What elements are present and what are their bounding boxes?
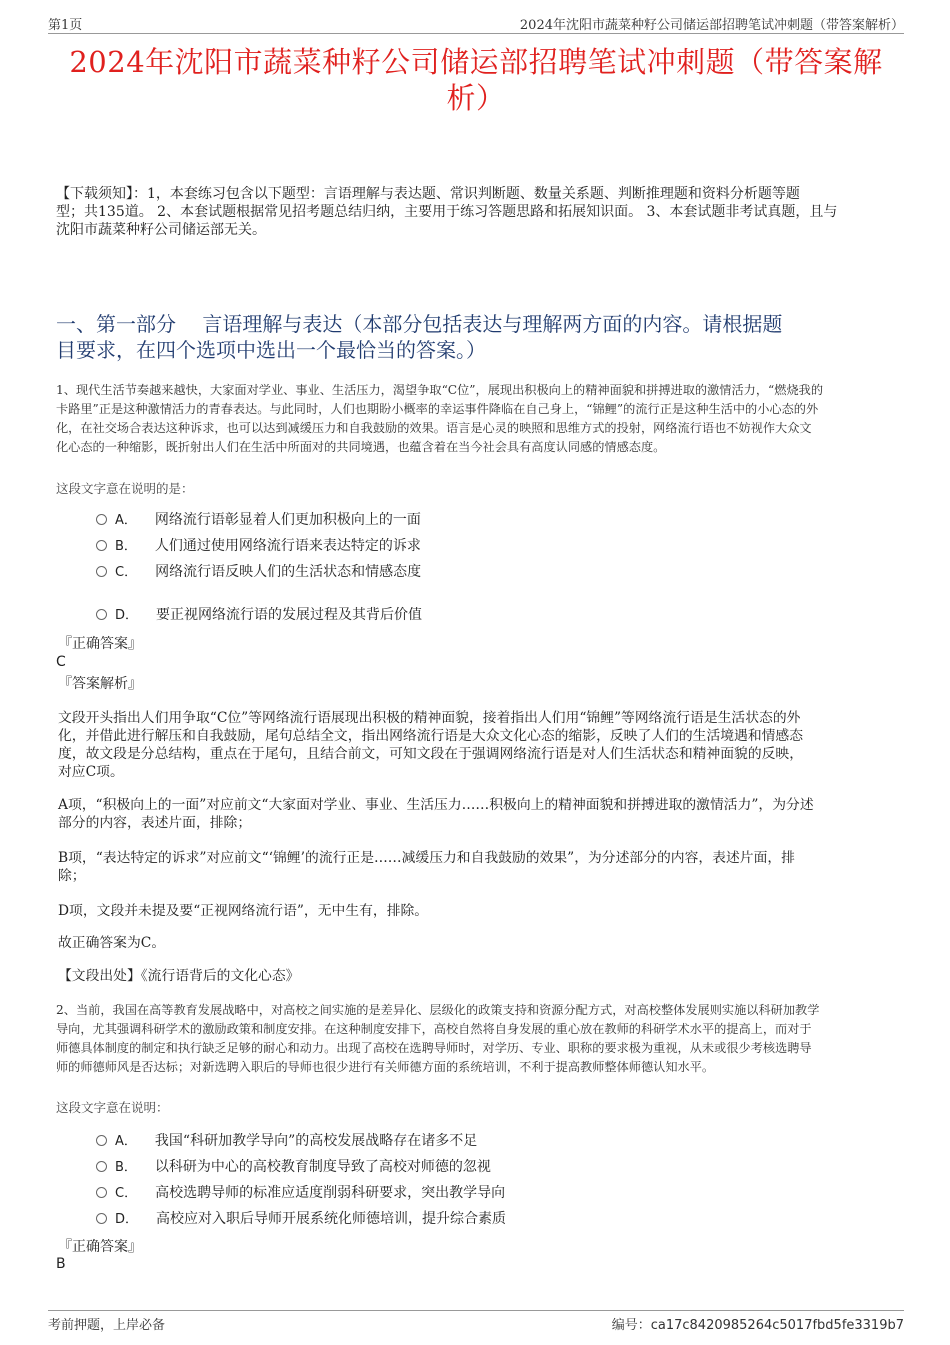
- question-1-prompt: 这段文字意在说明的是：: [56, 481, 194, 496]
- radio-button-icon[interactable]: [96, 540, 107, 551]
- analysis-line: 化，并借此进行解压和自我鼓励，尾句总结全文，指出网络流行语是大众文化心态的缩影，反映了人们的生活境遇和情感态: [58, 728, 804, 744]
- question-1-source: 【文段出处】《流行语背后的文化心态》: [58, 968, 300, 984]
- option-letter: C．: [115, 1186, 138, 1201]
- option-text: 网络流行语彰显着人们更加积极向上的一面: [154, 512, 421, 528]
- section-heading-line-1: 一、第一部分 言语理解与表达（本部分包括表达与理解两方面的内容。请根据题: [56, 312, 783, 336]
- option-text: 网络流行语反映人们的生活状态和情感态度: [155, 564, 422, 580]
- radio-button-icon[interactable]: [96, 514, 107, 525]
- option-text: 要正视网络流行语的发展过程及其背后价值: [156, 607, 423, 623]
- analysis-line: 度，故文段是分总结构，重点在于尾句，且结合前文，可知文段在于强调网络流行语是对人们生活状态和精神面貌的反映，: [58, 746, 804, 762]
- question-1-option-b[interactable]: [96, 535, 421, 557]
- analysis-line: A项，“积极向上的一面”对应前文“大家面对学业、事业、生活压力……积极向上的精神面貌和拼搏进取的激情活力”，为分述: [58, 797, 814, 813]
- option-text: 高校应对入职后导师开展系统化师德培训，提升综合素质: [156, 1211, 507, 1227]
- radio-button-icon[interactable]: [96, 609, 107, 620]
- question-1-option-b-note: [58, 849, 904, 885]
- passage-line: 化，在社交场合表达这种诉求，也可以达到减缓压力和自我鼓励的效果。语言是心灵的映照和思维方式的投射，网络流行语也不妨视作大众文: [56, 421, 812, 435]
- question-1-option-d[interactable]: [96, 604, 422, 626]
- option-text: 我国“科研加教学导向”的高校发展战略存在诸多不足: [154, 1133, 478, 1149]
- option-letter: A．: [115, 513, 137, 528]
- option-text: 以科研为中心的高校教育制度导致了高校对师德的忽视: [154, 1159, 491, 1175]
- radio-button-icon[interactable]: [96, 1187, 107, 1198]
- question-2-passage: [56, 1001, 904, 1077]
- question-2-option-d[interactable]: [96, 1208, 506, 1230]
- option-letter: A．: [115, 1134, 137, 1149]
- question-1-option-a-note: [58, 796, 904, 832]
- footer-divider: [48, 1310, 904, 1311]
- question-1-analysis: [58, 709, 904, 781]
- header-divider: [48, 33, 904, 34]
- analysis-line: 文段开头指出人们用争取“C位”等网络流行语展现出积极的精神面貌，接着指出人们用“锦鲤”等网络流行语是生活状态的外: [58, 710, 801, 726]
- radio-button-icon[interactable]: [96, 1161, 107, 1172]
- question-2-option-a[interactable]: [96, 1130, 477, 1152]
- document-title: [48, 44, 904, 116]
- passage-line: 卡路里”正是这种激情活力的青春表达。与此同时，人们也期盼小概率的幸运事件降临在自己身上，“锦鲤”的流行正是这种生活中的小心态的外: [56, 402, 819, 416]
- notice-line-3: 沈阳市蔬菜种籽公司储运部无关。: [56, 222, 266, 238]
- question-1-conclusion: 故正确答案为C。: [58, 935, 166, 951]
- option-letter: B．: [115, 539, 137, 554]
- footer-slogan: 考前押题，上岸必备: [48, 1318, 166, 1333]
- question-1-passage: [56, 381, 904, 457]
- question-2-option-c[interactable]: [96, 1182, 505, 1204]
- question-2-prompt: 这段文字意在说明：: [56, 1100, 169, 1115]
- section-heading: [56, 311, 904, 363]
- page-number: 第1页: [48, 18, 83, 33]
- radio-button-icon[interactable]: [96, 1213, 107, 1224]
- section-heading-line-2: 目要求，在四个选项中选出一个最恰当的答案。）: [56, 338, 486, 362]
- option-letter: D．: [115, 1212, 139, 1227]
- radio-button-icon[interactable]: [96, 1135, 107, 1146]
- question-1-answer: C: [56, 654, 66, 670]
- analysis-line: 对应C项。: [58, 764, 124, 780]
- passage-line: 1、现代生活节奏越来越快，大家面对学业、事业、生活压力，渴望争取“C位”，展现出积极向上的精神面貌和拼搏进取的激情活力，“燃烧我的: [56, 383, 824, 397]
- question-2-answer-label: 『正确答案』: [58, 1239, 142, 1255]
- passage-line: 导向，尤其强调科研学术的激励政策和制度安排。在这种制度安排下，高校自然将自身发展的重心放在教师的科研学术水平的提高上，而对于: [56, 1022, 812, 1036]
- option-letter: B．: [115, 1160, 137, 1175]
- download-notice: [56, 185, 904, 239]
- title-line-1: 2024年沈阳市蔬菜种籽公司储运部招聘笔试冲刺题（带答案解: [69, 45, 883, 79]
- option-text: 人们通过使用网络流行语来表达特定的诉求: [154, 538, 421, 554]
- question-1-option-d-note: D项，文段并未提及要“正视网络流行语”，无中生有，排除。: [58, 903, 429, 919]
- radio-button-icon[interactable]: [96, 566, 107, 577]
- question-1-option-c[interactable]: [96, 561, 421, 583]
- passage-line: 化心态的一种缩影，既折射出人们在生活中所面对的共同境遇，也蕴含着在当今社会具有高度认同感的情感态度。: [56, 440, 666, 454]
- analysis-line: B项，“表达特定的诉求”对应前文“‘锦鲤’的流行正是……减缓压力和自我鼓励的效果”，为分述部分的内容，表述片面，排: [58, 850, 795, 866]
- question-2-option-b[interactable]: [96, 1156, 491, 1178]
- option-letter: D．: [115, 608, 139, 623]
- running-header-title: 2024年沈阳市蔬菜种籽公司储运部招聘笔试冲刺题（带答案解析）: [519, 18, 904, 33]
- passage-line: 师的师德师风是否达标；对新选聘入职后的导师也很少进行有关师德方面的系统培训，不利于提高教师整体师德认知水平。: [56, 1060, 715, 1074]
- question-1-answer-label: 『正确答案』: [58, 636, 142, 652]
- question-2-answer: B: [56, 1256, 66, 1272]
- notice-line-1: 【下载须知】：1，本套练习包含以下题型：言语理解与表达题、常识判断题、数量关系题、判断推理题和资料分析题等题: [56, 186, 800, 202]
- option-text: 高校选聘导师的标准应适度削弱科研要求，突出教学导向: [155, 1185, 506, 1201]
- notice-line-2: 型；共135道。 2、本套试题根据常见招考题总结归纳，主要用于练习答题思路和拓展知识面。 3、本套试题非考试真题，且与: [56, 204, 838, 220]
- document-code: [612, 1314, 904, 1333]
- question-1-analysis-label: 『答案解析』: [58, 676, 142, 692]
- title-line-2: 析）: [446, 81, 506, 115]
- question-1-option-a[interactable]: [96, 509, 421, 531]
- document-code-value: ca17c8420985264c5017fbd5fe3319b7: [650, 1318, 904, 1333]
- option-letter: C．: [115, 565, 138, 580]
- passage-line: 2、当前，我国在高等教育发展战略中，对高校之间实施的是差异化、层级化的政策支持和资源分配方式，对高校整体发展则实施以科研加教学: [56, 1003, 820, 1017]
- document-code-label: 编号：: [611, 1318, 651, 1333]
- passage-line: 师德具体制度的制定和执行缺乏足够的耐心和动力。出现了高校在选聘导师时，对学历、专业、职称的要求极为重视，从未或很少考核选聘导: [56, 1041, 812, 1055]
- analysis-line: 除；: [58, 868, 86, 884]
- analysis-line: 部分的内容，表述片面，排除；: [58, 815, 252, 831]
